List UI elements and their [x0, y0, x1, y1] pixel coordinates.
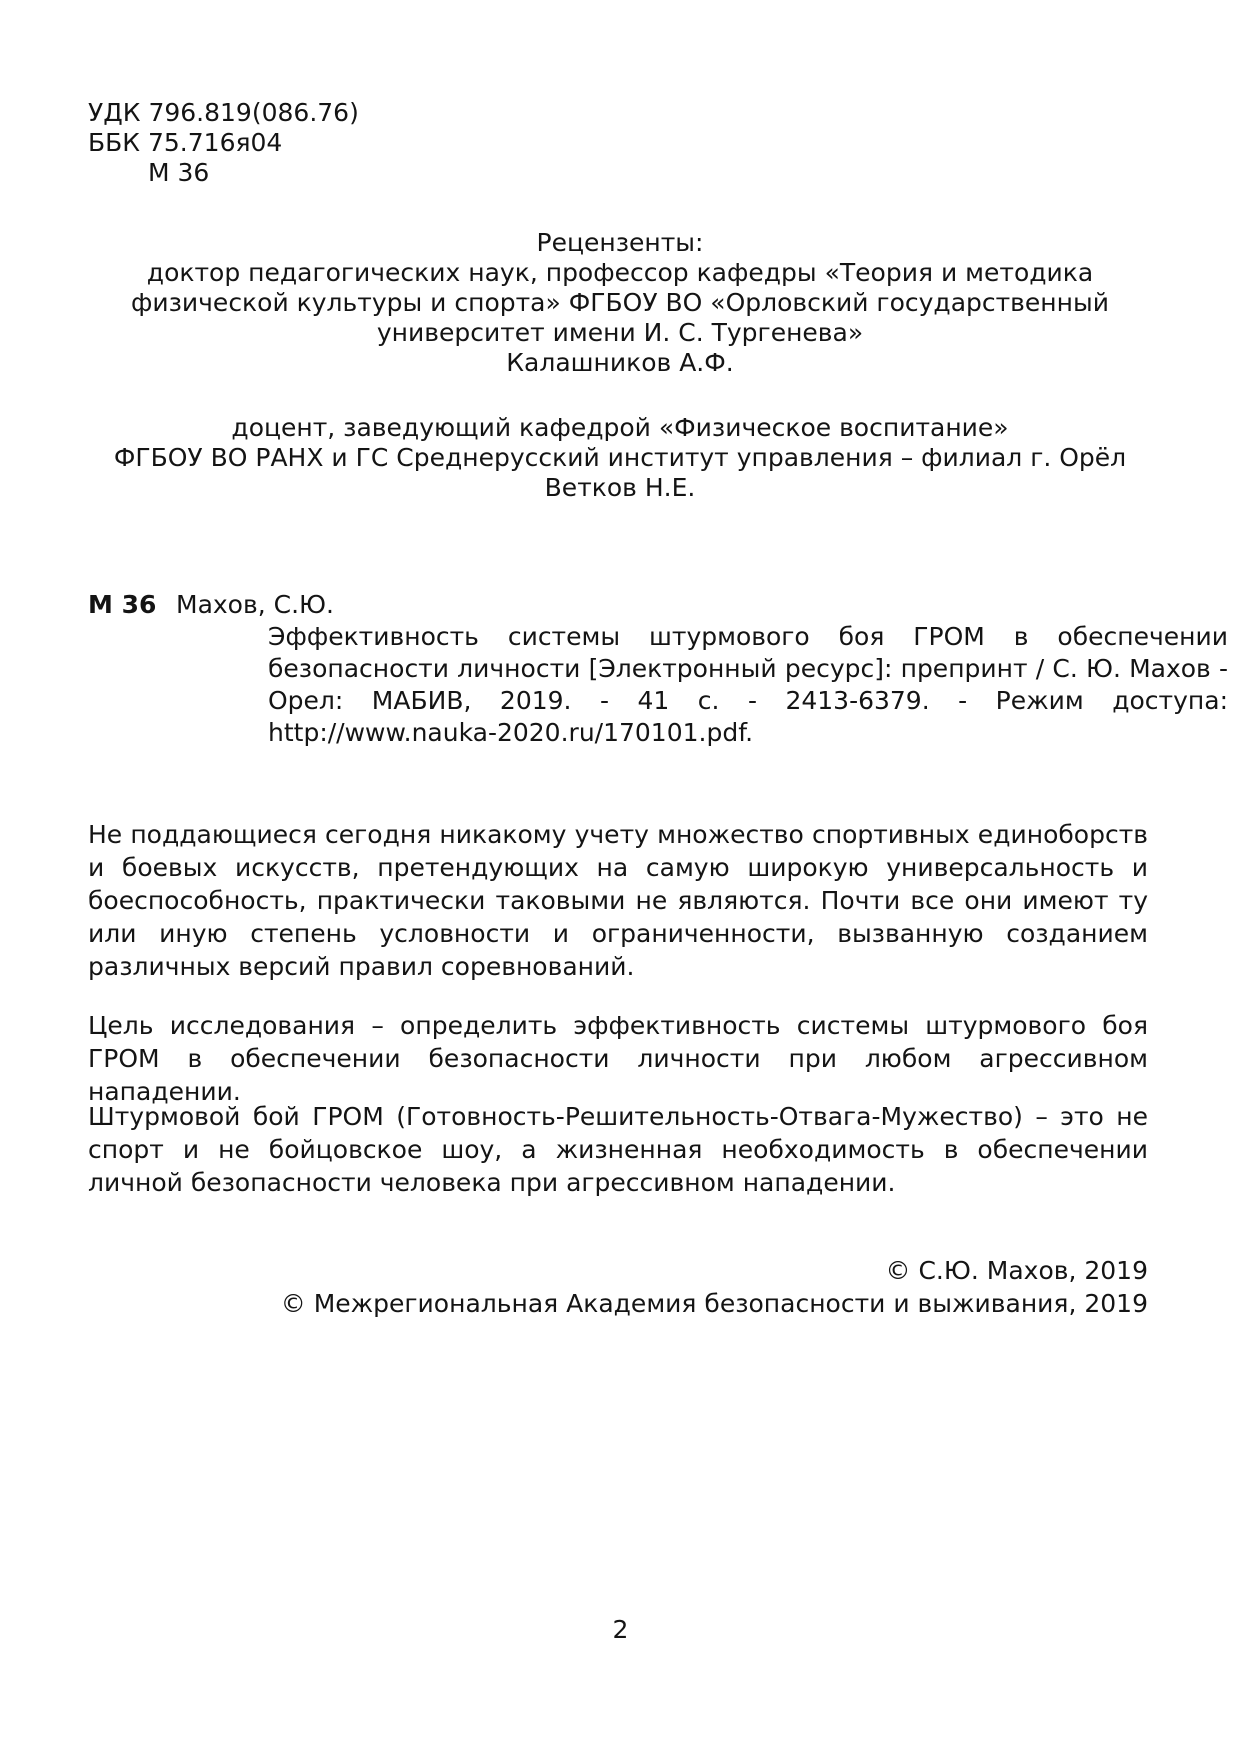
reviewer-first-name: Калашников А.Ф.: [506, 348, 734, 377]
page-number: 2: [612, 1615, 629, 1644]
bbk-code: ББК 75.716я04: [88, 128, 283, 157]
reviewers-section: [80, 228, 1160, 503]
udk-code: УДК 796.819(086.76): [88, 98, 359, 127]
biblio-description: Эффективность системы штурмового боя ГРОМ в обеспечении безопасности личности [Электронный ресурс]: препринт / С. Ю. Махов - Орел: МАБИВ, 2019. - 41 с. - 2413-6379. - Режим доступа: http://www.nauka-2020.ru/170101.pdf.: [268, 622, 1228, 747]
reviewer-second-affiliation-line: доцент, заведующий кафедрой «Физическое воспитание»: [231, 413, 1009, 442]
abstract-paragraph: Штурмовой бой ГРОМ (Готовность-Решительность-Отвага-Мужество) – это не спорт и не бойцовское шоу, а жизненная необходимость в обеспечении личной безопасности человека при агрессивном нападении.: [88, 1102, 1148, 1197]
abstract-paragraph: Не поддающиеся сегодня никакому учету множество спортивных единоборств и боевых искусств, претендующих на самую широкую универсальность и боеспособность, практически таковыми не являются. Почти все они имеют ту или иную степень условности и ограниченности, вызванную созданием различных версий правил соревнований.: [88, 820, 1148, 981]
reviewer-second-name: Ветков Н.Е.: [544, 473, 696, 502]
biblio-author: Махов, С.Ю.: [176, 590, 334, 619]
author-mark: М 36: [148, 158, 210, 187]
reviewer-second: [80, 413, 1160, 503]
reviewer-first-affiliation-line: доктор педагогических наук, профессор кафедры «Теория и методика: [146, 258, 1094, 287]
copyright-line: © Межрегиональная Академия безопасности и выживания, 2019: [280, 1289, 1148, 1318]
reviewers-heading: Рецензенты:: [536, 228, 704, 257]
reviewer-first: [80, 228, 1160, 378]
copyright-block: [281, 1254, 1148, 1320]
abstract-paragraph: Цель исследования – определить эффективность системы штурмового боя ГРОМ в обеспечении безопасности личности при любом агрессивном нападении.: [88, 1011, 1148, 1106]
biblio-code: М 36: [88, 590, 157, 619]
classification-codes: [88, 98, 588, 188]
reviewer-first-affiliation-line: физической культуры и спорта» ФГБОУ ВО «Орловский государственный: [131, 288, 1109, 317]
reviewer-first-affiliation-line: университет имени И. С. Тургенева»: [376, 318, 864, 347]
reviewer-second-affiliation-line: ФГБОУ ВО РАНХ и ГС Среднерусский институт управления – филиал г. Орёл: [113, 443, 1127, 472]
copyright-line: © С.Ю. Махов, 2019: [885, 1256, 1148, 1285]
